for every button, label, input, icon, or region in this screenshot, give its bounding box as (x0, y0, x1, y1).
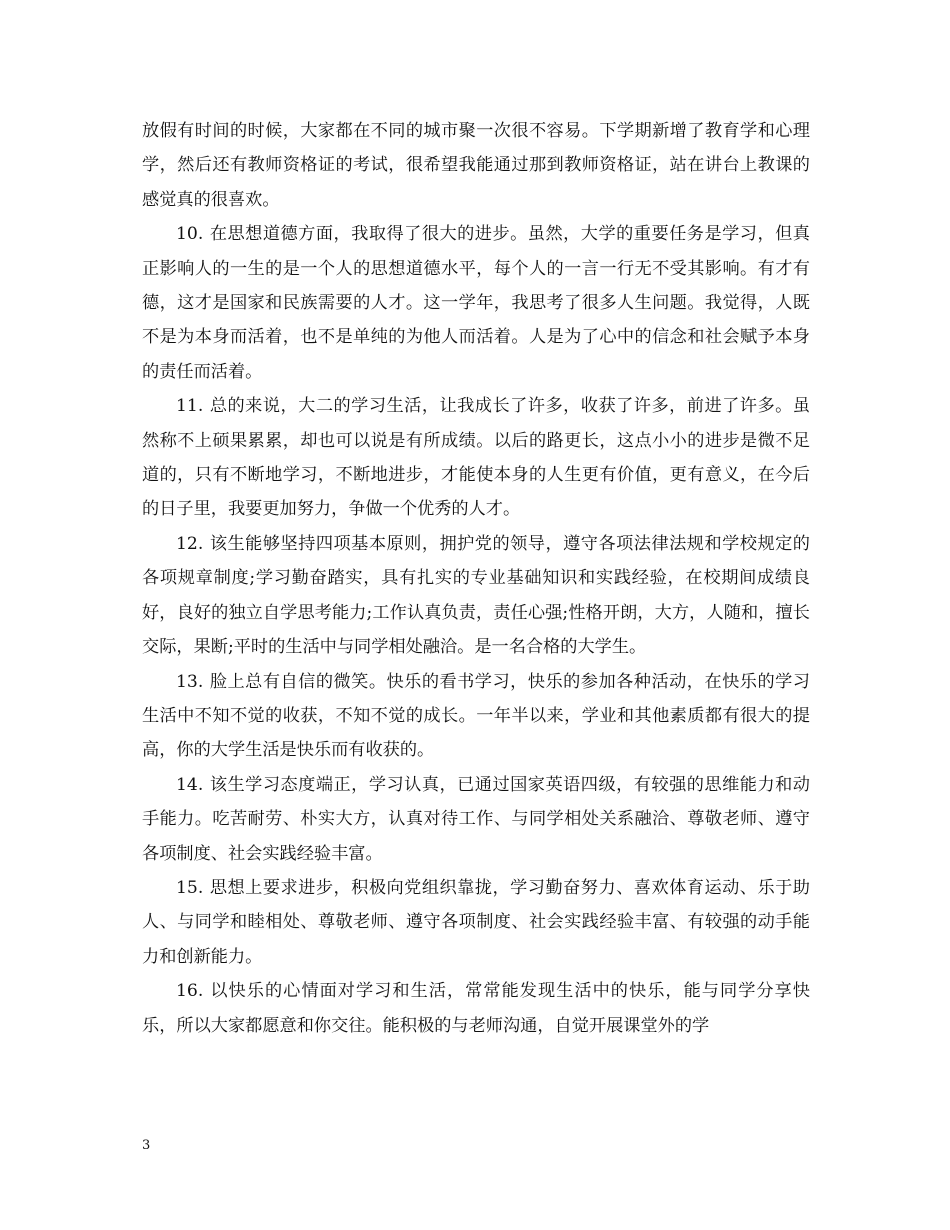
paragraph-continuation (142, 114, 810, 217)
document-body (142, 114, 810, 1043)
paragraph-14 (142, 768, 810, 871)
paragraph-text: 思想上要求进步，积极向党组织靠拢，学习勤奋努力、喜欢体育运动、乐于助人、与同学和睦相处、尊敬老师、遵守各项制度、社会实践经验丰富、有较强的动手能力和创新能力。 (142, 877, 810, 967)
paragraph-text: 放假有时间的时候，大家都在不同的城市聚一次很不容易。下学期新增了教育学和心理学，然后还有教师资格证的考试，很希望我能通过那到教师资格证，站在讲台上教课的感觉真的很喜欢。 (142, 121, 810, 210)
paragraph-text: 该生学习态度端正，学习认真，已通过国家英语四级，有较强的思维能力和动手能力。吃苦耐劳、朴实大方，认真对待工作、与同学相处关系融洽、尊敬老师、遵守各项制度、社会实践经验丰富。 (142, 774, 810, 864)
paragraph-number: 14. (176, 774, 204, 795)
paragraph-number: 11. (176, 396, 204, 417)
paragraph-10 (142, 217, 810, 389)
paragraph-text: 脸上总有自信的微笑。快乐的看书学习，快乐的参加各种活动，在快乐的学习生活中不知不觉的收获，不知不觉的成长。一年半以来，学业和其他素质都有很大的提高，你的大学生活是快乐而有收获的。 (142, 671, 810, 761)
paragraph-number: 15. (176, 877, 204, 898)
paragraph-text: 该生能够坚持四项基本原则，拥护党的领导，遵守各项法律法规和学校规定的各项规章制度;学习勤奋踏实，具有扎实的专业基础知识和实践经验，在校期间成绩良好，良好的独立自学思考能力;工作认真负责，责任心强;性格开朗，大方，人随和，擅长交际，果断;平时的生活中与同学相处融洽。是一名合格的大学生。 (142, 533, 810, 658)
paragraph-16 (142, 974, 810, 1043)
paragraph-15 (142, 871, 810, 974)
paragraph-13 (142, 665, 810, 768)
paragraph-number: 10. (176, 224, 204, 245)
page-number: 3 (142, 1138, 151, 1153)
paragraph-text: 以快乐的心情面对学习和生活，常常能发现生活中的快乐，能与同学分享快乐，所以大家都愿意和你交往。能积极的与老师沟通，自觉开展课堂外的学 (142, 981, 810, 1036)
paragraph-11 (142, 389, 810, 527)
paragraph-number: 16. (176, 981, 204, 1002)
paragraph-number: 13. (176, 671, 204, 692)
paragraph-12 (142, 527, 810, 665)
paragraph-text: 总的来说，大二的学习生活，让我成长了许多，收获了许多，前进了许多。虽然称不上硕果累累，却也可以说是有所成绩。以后的路更长，这点小小的进步是微不足道的，只有不断地学习，不断地进步，才能使本身的人生更有价值，更有意义，在今后的日子里，我要更加努力，争做一个优秀的人才。 (142, 396, 810, 520)
paragraph-number: 12. (176, 533, 204, 554)
paragraph-text: 在思想道德方面，我取得了很大的进步。虽然，大学的重要任务是学习，但真正影响人的一生的是一个人的思想道德水平，每个人的一言一行无不受其影响。有才有德，这才是国家和民族需要的人才。这一学年，我思考了很多人生问题。我觉得，人既不是为本身而活着，也不是单纯的为他人而活着。人是为了心中的信念和社会赋予本身的责任而活着。 (142, 224, 810, 382)
